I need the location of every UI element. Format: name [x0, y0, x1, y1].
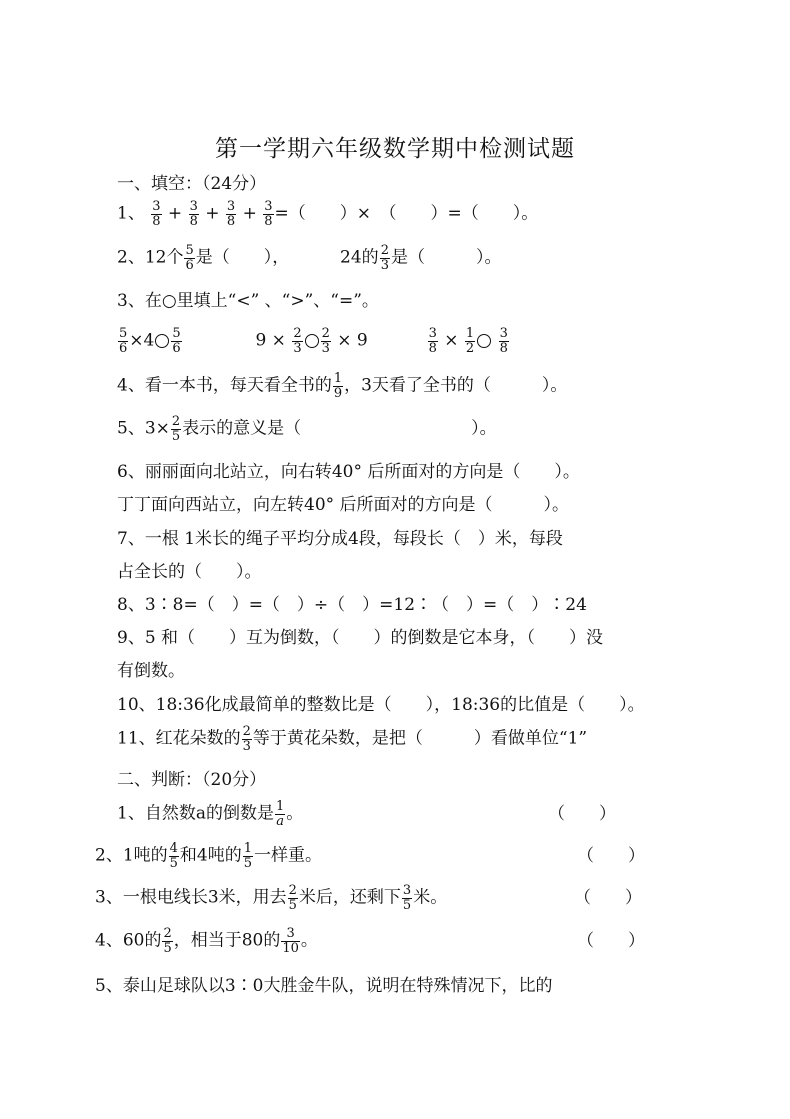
- fraction: $\frac{3}{5}$: [402, 883, 412, 913]
- question-3: 3、在○里填上“<” 、“>”、“=”。: [117, 291, 379, 311]
- judge-1-answer: （ ）: [548, 804, 616, 824]
- question-8: 8、3∶8=（ ）=（ ）÷（ ）=12∶（ ）=（ ）∶24: [117, 595, 587, 615]
- fraction: $\frac{2}{5}$: [288, 883, 297, 913]
- judge-4: 4、60的 $\frac{2}{5}$ ，相当于80的 $\frac{3}{10}$ 。: [95, 926, 318, 956]
- question-9-line-2: 有倒数。: [117, 661, 185, 681]
- question-11: 11、红花朵数的 $\frac{2}{3}$ 等于黄花朵数，是把（ ）看做单位“1”: [117, 724, 588, 754]
- compare-circle-icon: [155, 334, 169, 348]
- fraction: $\frac{5}{6}$: [185, 243, 194, 273]
- question-6-line-1: 6、丽丽面向北站立，向右转40° 后所面对的方向是（ ）。: [117, 462, 580, 482]
- section1-heading: 一、填空：（24分）: [117, 174, 267, 194]
- fraction: $\frac{2}{3}$: [242, 724, 251, 754]
- fraction: $\frac{2}{3}$: [321, 326, 330, 356]
- compare-circle-icon: [477, 334, 491, 348]
- question-9-line-1: 9、5 和（ ）互为倒数，（ ）的倒数是它本身，（ ）没: [117, 628, 604, 648]
- question-3-expressions: $\frac{5}{6}$ ×4 $\frac{5}{6}$ 9 × $\frac{2}{3}$ $\frac{2}{3}$ × 9 $\frac{3}{8}$ × $\frac{1}{2}$ $\frac{3}{8}$: [119, 326, 508, 356]
- fraction: $\frac{2}{3}$: [293, 326, 302, 356]
- judge-2-answer: （ ）: [577, 846, 645, 866]
- question-7-line-1: 7、一根 1米长的绳子平均分成4段，每段长（ ）米，每段: [117, 529, 563, 549]
- fraction: $\frac{1}{2}$: [465, 326, 475, 356]
- fraction: $\frac{5}{6}$: [172, 326, 181, 356]
- fraction: $\frac{2}{5}$: [171, 414, 181, 444]
- question-10: 10、18:36化成最简单的整数比是（ ），18:36的比值是（ ）。: [117, 695, 645, 715]
- fraction: $\frac{3}{8}$: [499, 326, 508, 356]
- fraction: $\frac{3}{8}$: [226, 199, 236, 229]
- judge-5: 5、泰山足球队以3∶0大胜金牛队，说明在特殊情况下，比的: [95, 976, 553, 996]
- section2-heading: 二、判断：（20分）: [117, 770, 267, 790]
- judge-3: 3、一根电线长3米，用去 $\frac{2}{5}$ 米后，还剩下 $\frac{3}{5}$ 米。: [95, 883, 448, 913]
- question-7-line-2: 占全长的（ ）。: [117, 562, 262, 582]
- fraction: $\frac{3}{8}$: [189, 199, 198, 229]
- fraction: $\frac{1}{a}$: [275, 799, 285, 829]
- fraction: $\frac{1}{5}$: [243, 841, 253, 871]
- judge-4-answer: （ ）: [577, 931, 645, 951]
- fraction: $\frac{2}{5}$: [163, 926, 172, 956]
- fraction: $\frac{3}{8}$: [428, 326, 437, 356]
- fraction: $\frac{1}{9}$: [333, 371, 343, 401]
- question-2: 2、12个 $\frac{5}{6}$ 是（ ）， 24的 $\frac{2}{3}$ 是（ ）。: [117, 243, 502, 273]
- question-1: 1、 $\frac{3}{8}$ + $\frac{3}{8}$ + $\frac{3}{8}$ + $\frac{3}{8}$ =（ ）× （ ）=（ ）。: [117, 199, 539, 229]
- fraction: $\frac{3}{8}$: [264, 199, 273, 229]
- fraction: $\frac{2}{3}$: [380, 243, 389, 273]
- fraction: $\frac{3}{8}$: [152, 199, 161, 229]
- judge-2: 2、1吨的 $\frac{4}{5}$ 和4吨的 $\frac{1}{5}$ 一样重。: [95, 841, 323, 871]
- question-5: 5、3× $\frac{2}{5}$ 表示的意义是（ ）。: [117, 414, 497, 444]
- judge-1: 1、自然数a的倒数是 $\frac{1}{a}$ 。: [117, 799, 304, 829]
- exam-title: 第一学期六年级数学期中检测试题: [215, 136, 575, 162]
- compare-circle-icon: [305, 334, 319, 348]
- fraction: $\frac{5}{6}$: [119, 326, 128, 356]
- fraction: $\frac{4}{5}$: [169, 841, 178, 871]
- fraction: $\frac{3}{10}$: [282, 926, 299, 956]
- judge-3-answer: （ ）: [574, 888, 642, 908]
- question-6-line-2: 丁丁面向西站立，向左转40° 后所面对的方向是（ ）。: [117, 495, 570, 515]
- question-4: 4、看一本书，每天看全书的 $\frac{1}{9}$ ，3天看了全书的（ ）。: [117, 371, 568, 401]
